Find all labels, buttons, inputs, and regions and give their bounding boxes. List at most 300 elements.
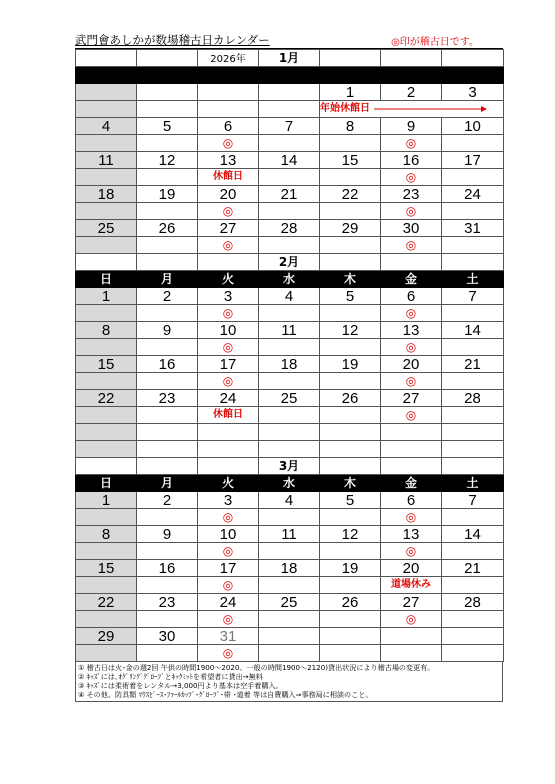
mark-cell — [320, 203, 381, 220]
day-cell[interactable]: 11 — [259, 322, 320, 339]
day-cell[interactable]: 8 — [76, 322, 137, 339]
month-header-cell — [137, 458, 198, 475]
day-cell — [381, 424, 442, 441]
month-header-cell — [76, 50, 137, 67]
note-line-4: ④ その他、防具類 ﾏｳｽﾋﾟｰｽ･ﾌｧｰﾙｶｯﾌﾟ･ｸﾞﾛｰﾌﾞ･帯 ･道着 等は自費購入⇒事務局に相談のこと。 — [78, 690, 373, 699]
weekday-label — [259, 67, 320, 84]
month-header-cell — [198, 254, 259, 271]
day-cell[interactable]: 7 — [442, 492, 504, 509]
day-cell[interactable]: 8 — [320, 118, 381, 135]
day-cell[interactable]: 3 — [442, 84, 504, 101]
weekday-header-row — [76, 67, 504, 84]
practice-mark-icon: ◎ — [405, 373, 417, 388]
mark-cell — [442, 373, 504, 390]
mark-cell — [442, 509, 504, 526]
month-header-row — [76, 50, 504, 67]
day-cell[interactable]: 15 — [76, 356, 137, 373]
day-cell[interactable]: 6 — [381, 288, 442, 305]
mark-cell — [137, 305, 198, 322]
day-cell[interactable]: 12 — [137, 152, 198, 169]
mark-cell — [137, 407, 198, 424]
mark-cell — [76, 509, 137, 526]
mark-cell — [320, 407, 381, 424]
practice-mark-icon: ◎ — [405, 407, 417, 422]
day-cell[interactable]: 24 — [442, 186, 504, 203]
practice-mark-icon: ◎ — [222, 509, 234, 524]
mark-cell — [198, 101, 259, 118]
practice-day-mark — [381, 373, 442, 390]
mark-row — [76, 577, 504, 594]
closure-label — [198, 407, 259, 424]
week-row — [76, 118, 504, 135]
mark-row — [76, 169, 504, 186]
day-cell — [198, 84, 259, 101]
month-header-cell — [381, 458, 442, 475]
weekday-label — [442, 67, 504, 84]
day-cell[interactable]: 21 — [442, 356, 504, 373]
mark-cell — [442, 169, 504, 186]
day-cell[interactable]: 17 — [198, 356, 259, 373]
weekday-header-row — [76, 271, 504, 288]
mark-cell — [137, 203, 198, 220]
day-cell[interactable]: 21 — [442, 560, 504, 577]
mark-cell — [137, 373, 198, 390]
day-cell[interactable]: 2 — [381, 84, 442, 101]
day-cell[interactable]: 20 — [381, 356, 442, 373]
mark-cell — [442, 611, 504, 628]
practice-mark-icon: ◎ — [222, 543, 234, 558]
closure-text: 道場休み — [391, 579, 431, 590]
mark-cell — [320, 611, 381, 628]
weekday-label: 金 — [381, 271, 442, 288]
mark-cell — [442, 407, 504, 424]
practice-day-mark — [198, 645, 259, 662]
practice-day-mark — [381, 543, 442, 560]
week-row — [76, 84, 504, 101]
day-cell[interactable]: 10 — [198, 526, 259, 543]
practice-day-mark — [381, 169, 442, 186]
mark-cell — [442, 645, 504, 662]
week-row — [76, 526, 504, 543]
day-cell[interactable]: 4 — [76, 118, 137, 135]
day-cell[interactable]: 27 — [198, 220, 259, 237]
mark-cell — [442, 339, 504, 356]
day-cell[interactable]: 1 — [76, 492, 137, 509]
mark-cell — [137, 339, 198, 356]
day-cell[interactable]: 11 — [259, 526, 320, 543]
day-cell[interactable]: 30 — [137, 628, 198, 645]
day-cell[interactable]: 17 — [198, 560, 259, 577]
mark-row — [76, 203, 504, 220]
closure-range-label: 年始休館日 — [320, 103, 370, 114]
mark-cell — [137, 237, 198, 254]
day-cell[interactable]: 20 — [381, 560, 442, 577]
week-row — [76, 424, 504, 441]
mark-cell — [76, 441, 137, 458]
month-header-cell — [320, 50, 381, 67]
mark-cell — [137, 509, 198, 526]
mark-row — [76, 441, 504, 458]
month-header-cell — [442, 254, 504, 271]
mark-cell — [320, 237, 381, 254]
mark-cell — [320, 373, 381, 390]
weekday-label — [320, 67, 381, 84]
day-cell[interactable]: 12 — [320, 322, 381, 339]
day-cell[interactable]: 15 — [76, 560, 137, 577]
week-row — [76, 492, 504, 509]
day-cell[interactable]: 15 — [320, 152, 381, 169]
practice-mark-icon: ◎ — [222, 373, 234, 388]
week-row — [76, 322, 504, 339]
mark-cell — [76, 135, 137, 152]
day-cell[interactable]: 14 — [259, 152, 320, 169]
day-cell[interactable]: 2 — [137, 288, 198, 305]
mark-cell — [442, 577, 504, 594]
month-header-cell — [137, 50, 198, 67]
mark-row — [76, 237, 504, 254]
day-cell[interactable]: 18 — [76, 186, 137, 203]
weekday-label — [381, 67, 442, 84]
day-cell[interactable]: 25 — [259, 390, 320, 407]
mark-cell — [76, 203, 137, 220]
day-cell[interactable]: 24 — [198, 390, 259, 407]
day-cell — [76, 84, 137, 101]
mark-cell — [76, 645, 137, 662]
mark-cell — [76, 305, 137, 322]
practice-day-mark — [198, 577, 259, 594]
day-cell[interactable]: 13 — [381, 526, 442, 543]
mark-cell — [442, 441, 504, 458]
month-header-cell — [198, 50, 259, 67]
day-cell[interactable]: 9 — [137, 322, 198, 339]
practice-mark-icon: ◎ — [222, 645, 234, 660]
day-cell[interactable]: 2 — [137, 492, 198, 509]
week-row — [76, 220, 504, 237]
mark-cell — [320, 169, 381, 186]
day-cell[interactable]: 27 — [381, 594, 442, 611]
practice-day-mark — [198, 611, 259, 628]
mark-cell — [76, 101, 137, 118]
mark-cell — [442, 305, 504, 322]
month-title: 3月 — [278, 459, 300, 473]
day-cell[interactable]: 1 — [320, 84, 381, 101]
week-row — [76, 186, 504, 203]
mark-row — [76, 509, 504, 526]
mark-cell — [137, 611, 198, 628]
month-header-cell — [137, 254, 198, 271]
day-cell — [259, 424, 320, 441]
month-header-row — [76, 254, 504, 271]
mark-cell — [137, 135, 198, 152]
day-cell[interactable]: 19 — [320, 356, 381, 373]
mark-cell — [259, 645, 320, 662]
mark-cell — [259, 509, 320, 526]
closure-range-cell — [320, 101, 504, 118]
mark-cell — [76, 373, 137, 390]
day-cell[interactable]: 14 — [442, 322, 504, 339]
day-cell[interactable]: 3 — [198, 288, 259, 305]
mark-row — [76, 543, 504, 560]
day-cell[interactable]: 6 — [198, 118, 259, 135]
day-cell[interactable]: 9 — [381, 118, 442, 135]
day-cell[interactable]: 4 — [259, 288, 320, 305]
title-row — [75, 28, 503, 49]
month-header-cell — [320, 458, 381, 475]
day-cell[interactable]: 19 — [137, 186, 198, 203]
weekday-label — [76, 67, 137, 84]
practice-day-mark — [198, 203, 259, 220]
mark-cell — [259, 577, 320, 594]
day-cell[interactable]: 13 — [381, 322, 442, 339]
arrow-right-icon — [370, 105, 488, 113]
day-cell[interactable]: 25 — [76, 220, 137, 237]
practice-mark-icon: ◎ — [405, 169, 417, 184]
day-cell — [137, 84, 198, 101]
mark-cell — [76, 611, 137, 628]
day-cell[interactable]: 5 — [320, 288, 381, 305]
practice-mark-icon: ◎ — [222, 611, 234, 626]
day-cell[interactable]: 23 — [381, 186, 442, 203]
month-header-cell — [442, 458, 504, 475]
day-cell[interactable]: 12 — [320, 526, 381, 543]
mark-cell — [320, 645, 381, 662]
closure-label — [198, 169, 259, 186]
calendar-sheet — [75, 28, 503, 702]
day-cell — [442, 628, 504, 645]
day-cell[interactable]: 31 — [442, 220, 504, 237]
month-header-cell — [320, 254, 381, 271]
day-cell[interactable]: 7 — [442, 288, 504, 305]
mark-cell — [442, 543, 504, 560]
day-cell[interactable]: 22 — [76, 594, 137, 611]
day-cell[interactable]: 25 — [259, 594, 320, 611]
mark-cell — [381, 441, 442, 458]
day-cell[interactable]: 26 — [320, 390, 381, 407]
practice-day-mark — [198, 237, 259, 254]
month-title: 2月 — [278, 255, 300, 269]
weekday-label: 金 — [381, 475, 442, 492]
day-cell[interactable]: 31 — [198, 628, 259, 645]
day-cell[interactable]: 4 — [259, 492, 320, 509]
mark-cell — [320, 509, 381, 526]
practice-mark-icon: ◎ — [405, 305, 417, 320]
day-cell — [137, 424, 198, 441]
day-cell[interactable]: 24 — [198, 594, 259, 611]
weekday-label — [137, 67, 198, 84]
mark-cell — [137, 101, 198, 118]
day-cell[interactable]: 9 — [137, 526, 198, 543]
practice-mark-icon: ◎ — [222, 305, 234, 320]
mark-cell — [320, 543, 381, 560]
day-cell[interactable]: 3 — [198, 492, 259, 509]
practice-day-mark — [381, 611, 442, 628]
day-cell[interactable]: 29 — [320, 220, 381, 237]
practice-mark-icon: ◎ — [405, 135, 417, 150]
day-cell[interactable]: 28 — [442, 390, 504, 407]
mark-cell — [259, 441, 320, 458]
mark-cell — [320, 135, 381, 152]
weekday-label: 水 — [259, 475, 320, 492]
day-cell[interactable]: 28 — [442, 594, 504, 611]
weekday-label: 火 — [198, 271, 259, 288]
mark-row — [76, 305, 504, 322]
practice-mark-icon: ◎ — [405, 543, 417, 558]
day-cell[interactable]: 23 — [137, 594, 198, 611]
weekday-label: 木 — [320, 475, 381, 492]
month-header-cell — [259, 50, 320, 67]
mark-cell — [320, 577, 381, 594]
day-cell[interactable]: 18 — [259, 356, 320, 373]
practice-day-mark — [198, 543, 259, 560]
mark-row — [76, 407, 504, 424]
note-line-3: ③ ｷｯｽﾞには柔術着をレンタル→3,000円より基本は空手着購入。 — [78, 681, 283, 690]
practice-day-mark — [381, 237, 442, 254]
month-header-cell — [198, 458, 259, 475]
week-row — [76, 356, 504, 373]
mark-row — [76, 135, 504, 152]
practice-day-mark — [198, 135, 259, 152]
practice-mark-icon: ◎ — [222, 203, 234, 218]
mark-cell — [259, 101, 320, 118]
day-cell[interactable]: 22 — [76, 390, 137, 407]
day-cell — [76, 424, 137, 441]
weekday-label: 日 — [76, 475, 137, 492]
mark-cell — [259, 339, 320, 356]
mark-cell — [259, 169, 320, 186]
day-cell[interactable]: 18 — [259, 560, 320, 577]
day-cell[interactable]: 30 — [381, 220, 442, 237]
day-cell[interactable]: 11 — [76, 152, 137, 169]
day-cell[interactable]: 10 — [198, 322, 259, 339]
closure-text: 休館日 — [213, 171, 243, 182]
month-header-cell — [381, 50, 442, 67]
day-cell[interactable]: 26 — [320, 594, 381, 611]
practice-day-mark — [381, 135, 442, 152]
mark-cell — [259, 611, 320, 628]
mark-cell — [137, 169, 198, 186]
day-cell[interactable]: 10 — [442, 118, 504, 135]
day-cell[interactable]: 26 — [137, 220, 198, 237]
day-cell[interactable]: 5 — [320, 492, 381, 509]
weekday-label — [198, 67, 259, 84]
notes-box — [75, 662, 503, 702]
practice-day-mark — [381, 305, 442, 322]
mark-row — [76, 611, 504, 628]
mark-cell — [320, 305, 381, 322]
mark-row — [76, 373, 504, 390]
month-header-cell — [259, 458, 320, 475]
day-cell[interactable]: 14 — [442, 526, 504, 543]
week-row — [76, 390, 504, 407]
month-title: 1月 — [278, 51, 300, 65]
note-line-1: ① 稽古日は火･金の週2回 午供の時間1900～2020、一般の時間1900～2120)貸出状況により稽古場の変更有。 — [78, 663, 435, 672]
practice-day-mark — [198, 373, 259, 390]
mark-cell — [137, 577, 198, 594]
month-header-cell — [381, 254, 442, 271]
month-header-cell — [259, 254, 320, 271]
practice-day-mark — [381, 339, 442, 356]
practice-mark-icon: ◎ — [405, 509, 417, 524]
day-cell[interactable]: 22 — [320, 186, 381, 203]
weekday-label: 日 — [76, 271, 137, 288]
mark-cell — [259, 203, 320, 220]
month-header-cell — [442, 50, 504, 67]
day-cell — [320, 424, 381, 441]
practice-day-mark — [198, 305, 259, 322]
day-cell[interactable]: 19 — [320, 560, 381, 577]
month-header-cell — [76, 254, 137, 271]
mark-cell — [259, 373, 320, 390]
mark-cell — [137, 441, 198, 458]
day-cell[interactable]: 16 — [137, 356, 198, 373]
mark-row — [76, 339, 504, 356]
mark-row — [76, 101, 504, 118]
mark-cell — [381, 645, 442, 662]
month-header-cell — [76, 458, 137, 475]
mark-cell — [137, 645, 198, 662]
day-cell[interactable]: 29 — [76, 628, 137, 645]
weekday-label: 月 — [137, 475, 198, 492]
mark-cell — [442, 237, 504, 254]
day-cell[interactable]: 23 — [137, 390, 198, 407]
day-cell[interactable]: 5 — [137, 118, 198, 135]
mark-cell — [76, 339, 137, 356]
mark-cell — [442, 203, 504, 220]
calendar-table — [75, 49, 504, 662]
day-cell[interactable]: 13 — [198, 152, 259, 169]
closure-label — [381, 577, 442, 594]
practice-day-mark — [198, 339, 259, 356]
day-cell[interactable]: 6 — [381, 492, 442, 509]
week-row — [76, 288, 504, 305]
weekday-label: 土 — [442, 475, 504, 492]
day-cell[interactable]: 20 — [198, 186, 259, 203]
day-cell[interactable]: 17 — [442, 152, 504, 169]
day-cell — [442, 424, 504, 441]
day-cell[interactable]: 27 — [381, 390, 442, 407]
week-row — [76, 560, 504, 577]
practice-mark-icon: ◎ — [222, 339, 234, 354]
mark-cell — [259, 305, 320, 322]
closure-text: 休館日 — [213, 409, 243, 420]
day-cell[interactable]: 7 — [259, 118, 320, 135]
mark-cell — [259, 407, 320, 424]
mark-cell — [76, 577, 137, 594]
day-cell — [259, 84, 320, 101]
practice-mark-icon: ◎ — [222, 237, 234, 252]
mark-cell — [76, 407, 137, 424]
day-cell[interactable]: 21 — [259, 186, 320, 203]
legend-note: ◎印が稽古日です。 — [391, 37, 479, 48]
mark-cell — [137, 543, 198, 560]
day-cell — [381, 628, 442, 645]
day-cell — [320, 628, 381, 645]
day-cell[interactable]: 28 — [259, 220, 320, 237]
weekday-label: 月 — [137, 271, 198, 288]
practice-mark-icon: ◎ — [222, 577, 234, 592]
week-row — [76, 594, 504, 611]
practice-mark-icon: ◎ — [405, 339, 417, 354]
day-cell[interactable]: 16 — [381, 152, 442, 169]
mark-cell — [320, 339, 381, 356]
mark-cell — [76, 543, 137, 560]
day-cell[interactable]: 1 — [76, 288, 137, 305]
practice-mark-icon: ◎ — [405, 237, 417, 252]
day-cell[interactable]: 8 — [76, 526, 137, 543]
mark-cell — [76, 169, 137, 186]
day-cell[interactable]: 16 — [137, 560, 198, 577]
page-title: 武門會あしかが数場稽古日カレンダー — [75, 33, 270, 47]
